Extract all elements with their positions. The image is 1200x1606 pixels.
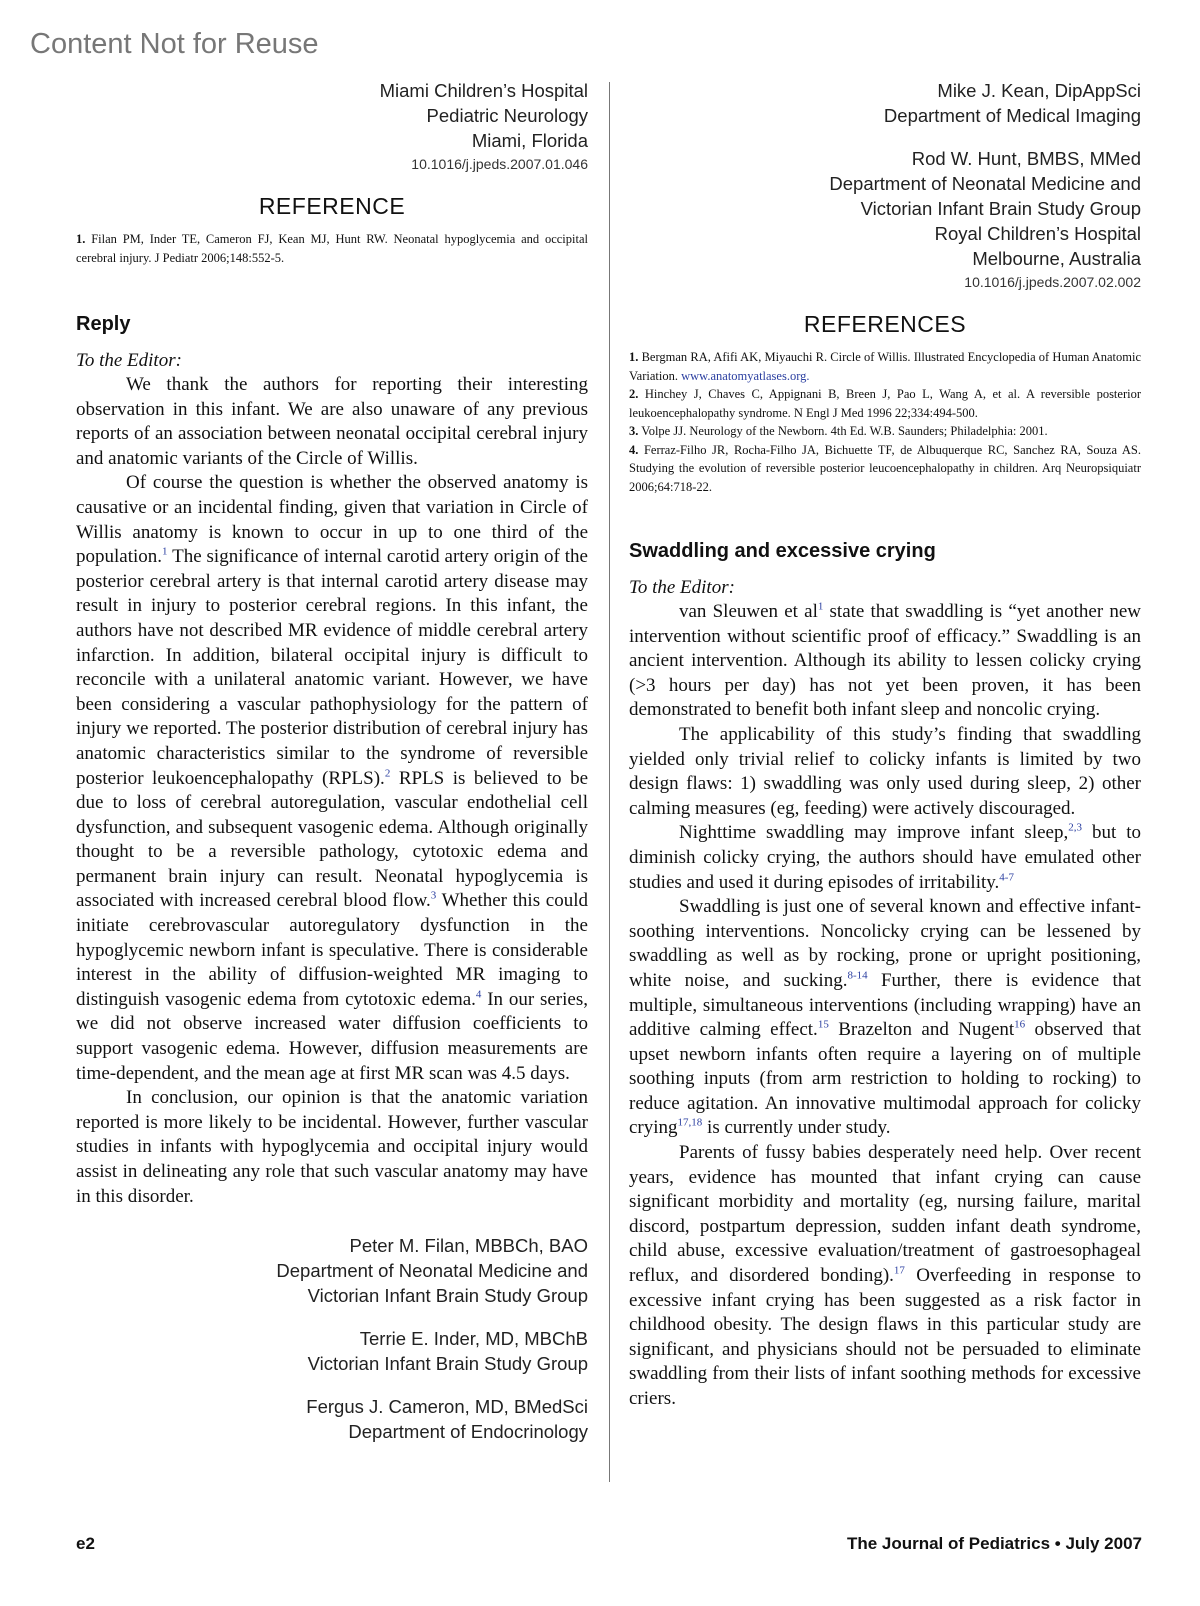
- doi: 10.1016/j.jpeds.2007.01.046: [411, 156, 588, 172]
- reference-heading: REFERENCE: [258, 193, 406, 219]
- paragraph: In conclusion, our opinion is that the anatomic variation reported is more likely to be incidental. However, further vascular studies in infants with hypoglycemia and occipital injury would assist in delineating any role that such vascular anatomy may have in this disorder.: [76, 1087, 588, 1207]
- affiliation-block: [76, 78, 588, 153]
- journal-footer: The Journal of Pediatrics • July 2007: [846, 1534, 1142, 1553]
- reference-item: 1. Bergman RA, Afifi AK, Miyauchi R. Circle of Willis. Illustrated Encyclopedia of Human Anatomic Variation. www.anatomyatlases.org.: [629, 350, 1142, 383]
- to-editor: To the Editor:: [629, 577, 735, 598]
- reference-item: 1. Filan PM, Inder TE, Cameron FJ, Kean MJ, Hunt RW. Neonatal hypoglycemia and occipital cerebral injury. J Pediatr 2006;148:552-5.: [76, 232, 589, 265]
- paragraph: Parents of fussy babies desperately need help. Over recent years, evidence has mounted that infant crying can cause significant morbidity and mortality (eg, nursing failure, marital discord, postpartum depression, sudden infant death syndrome, child abuse, excessive evaluation/treatment of gastroesophageal reflux, and disordered bonding).$^{17}$ Overfeeding in response to excessive infant crying has been suggested as a risk factor in childhood obesity. The design flaws in this particular study are significant, and physicians should not be persuaded to eliminate swaddling from their lists of infant soothing methods for excessive criers.: [629, 1142, 1141, 1409]
- reference-item: 2. Hinchey J, Chaves C, Appignani B, Breen J, Pao L, Wang A, et al. A reversible posterior leukoencephalopathy syndrome. N Engl J Med 1996 22;334:494-500.: [629, 387, 1142, 420]
- doi: 10.1016/j.jpeds.2007.02.002: [964, 274, 1141, 290]
- affiliation-line: Pediatric Neurology: [426, 105, 588, 126]
- affiliation-line: Miami, Florida: [471, 130, 588, 151]
- reference-item: 4. Ferraz-Filho JR, Rocha-Filho JA, Bichuette TF, de Albuquerque RC, Sanchez RA, Souza AS. Studying the evolution of reversible posterior leucoencephalopathy in children. Arq Neuropsiquiatr 2006;64:718-22.: [629, 442, 1142, 494]
- paragraph: We thank the authors for reporting their interesting observation in this infant. We are also unaware of any previous reports of an association between neonatal occipital cerebral injury and anatomic variants of the Circle of Willis.: [76, 374, 588, 469]
- paragraph: Swaddling is just one of several known and effective infant-soothing interventions. Noncolicky crying can be lessened by swaddling as well as by rocking, prone or upright positioning, white noise, and sucking.$^{8-14}$ Further, there is evidence that multiple, simultaneous interventions (including wrapping) have an additive calming effect.$^{15}$ Brazelton and Nugent$^{16}$ observed that upset newborn infants often require a layering on of multiple soothing inputs (from arm restriction to holding to rocking) to reduce agitation. An innovative multimodal approach for colicky crying$^{17,18}$ is currently under study.: [629, 896, 1142, 1139]
- paragraph: Nighttime swaddling may improve infant sleep,$^{2,3}$ but to diminish colicky crying, the authors should have emulated other studies and used it during episodes of irritability.$^{4-7}$: [629, 822, 1141, 893]
- signature-hunt: Rod W. Hunt, BMBS, MMed Department of Neonatal Medicine and Victorian Infant Brain Study Group Royal Children’s Hospital Melbourne, Australia: [829, 148, 1141, 269]
- swaddling-title: Swaddling and excessive crying: [629, 540, 936, 562]
- to-editor: To the Editor:: [76, 350, 182, 371]
- left-column: [76, 78, 588, 1444]
- signature-kean: Mike J. Kean, DipAppSci Department of Medical Imaging: [883, 80, 1141, 126]
- column-divider: [609, 82, 610, 1482]
- paragraph: van Sleuwen et $al^1$ state that swaddling is “yet another new intervention without scientific proof of efficacy.” Swaddling is an ancient intervention. Although its ability to lessen colicky crying (>3 hours per day) has not yet been proven, it has been demonstrated to benefit both infant sleep and noncolic crying.: [629, 600, 1141, 721]
- reference-link[interactable]: www.anatomyatlases.org.: [681, 368, 810, 383]
- paragraph: The applicability of this study’s finding that swaddling yielded only trivial relief to colicky infants is limited by two design flaws: 1) swaddling was only used during sleep, 2) other calming measures (eg, feeding) were actively discouraged.: [629, 723, 1141, 819]
- affiliation-line: Miami Children’s Hospital: [379, 80, 588, 101]
- reference-item: 3. Volpe JJ. Neurology of the Newborn. 4th Ed. W.B. Saunders; Philadelphia: 2001.: [629, 424, 1048, 438]
- references-heading: REFERENCES: [803, 311, 967, 337]
- page-number: e2: [76, 1534, 95, 1553]
- reference-list: [76, 230, 588, 267]
- signature-cameron: Fergus J. Cameron, MD, BMedSci Department of Endocrinology: [306, 1396, 588, 1443]
- right-column: [629, 78, 1141, 1412]
- paragraph: Of course the question is whether the observed anatomy is causative or an incidental finding, given that variation in Circle of Willis anatomy is known to occur in up to one third of the population.$^1$ The significance of internal carotid artery origin of the posterior cerebral artery is that internal carotid artery disease may result in injury to posterior cerebral regions. In this infant, the authors have not described MR evidence of middle cerebral artery infarction. In addition, bilateral occipital injury is difficult to reconcile with a unilateral anatomic variant. However, we have been considering a vascular pathophysiology for the pattern of injury we reported. The posterior distribution of cerebral injury has anatomic characteristics similar to the syndrome of reversible posterior leukoencephalopathy (RPLS).$^2$ RPLS is believed to be due to loss of cerebral autoregulation, vascular endothelial cell dysfunction, and subsequent vasogenic edema. Although originally thought to be a reversible pathology, cytotoxic edema and permanent brain injury can result. Neonatal hypoglycemia is associated with increased cerebral blood flow.$^3$ Whether this could initiate cerebrovascular autoregulatory dysfunction in the hypoglycemic newborn infant is speculative. There is considerable interest in the ability of diffusion-weighted MR imaging to distinguish vasogenic edema from cytotoxic edema.$^4$ In our series, we did not observe increased water diffusion coefficients to support vasogenic edema. However, diffusion measurements are time-dependent, and the mean age at first MR scan was 4.5 days.: [76, 472, 589, 1084]
- reference-list: [629, 348, 1141, 496]
- signature-filan: Peter M. Filan, MBBCh, BAO Department of Neonatal Medicine and Victorian Infant Brain Study Group: [276, 1235, 588, 1307]
- signature-inder: Terrie E. Inder, MD, MBChB Victorian Infant Brain Study Group: [307, 1328, 588, 1375]
- watermark: Content Not for Reuse: [30, 28, 319, 60]
- reply-title: Reply: [76, 313, 131, 335]
